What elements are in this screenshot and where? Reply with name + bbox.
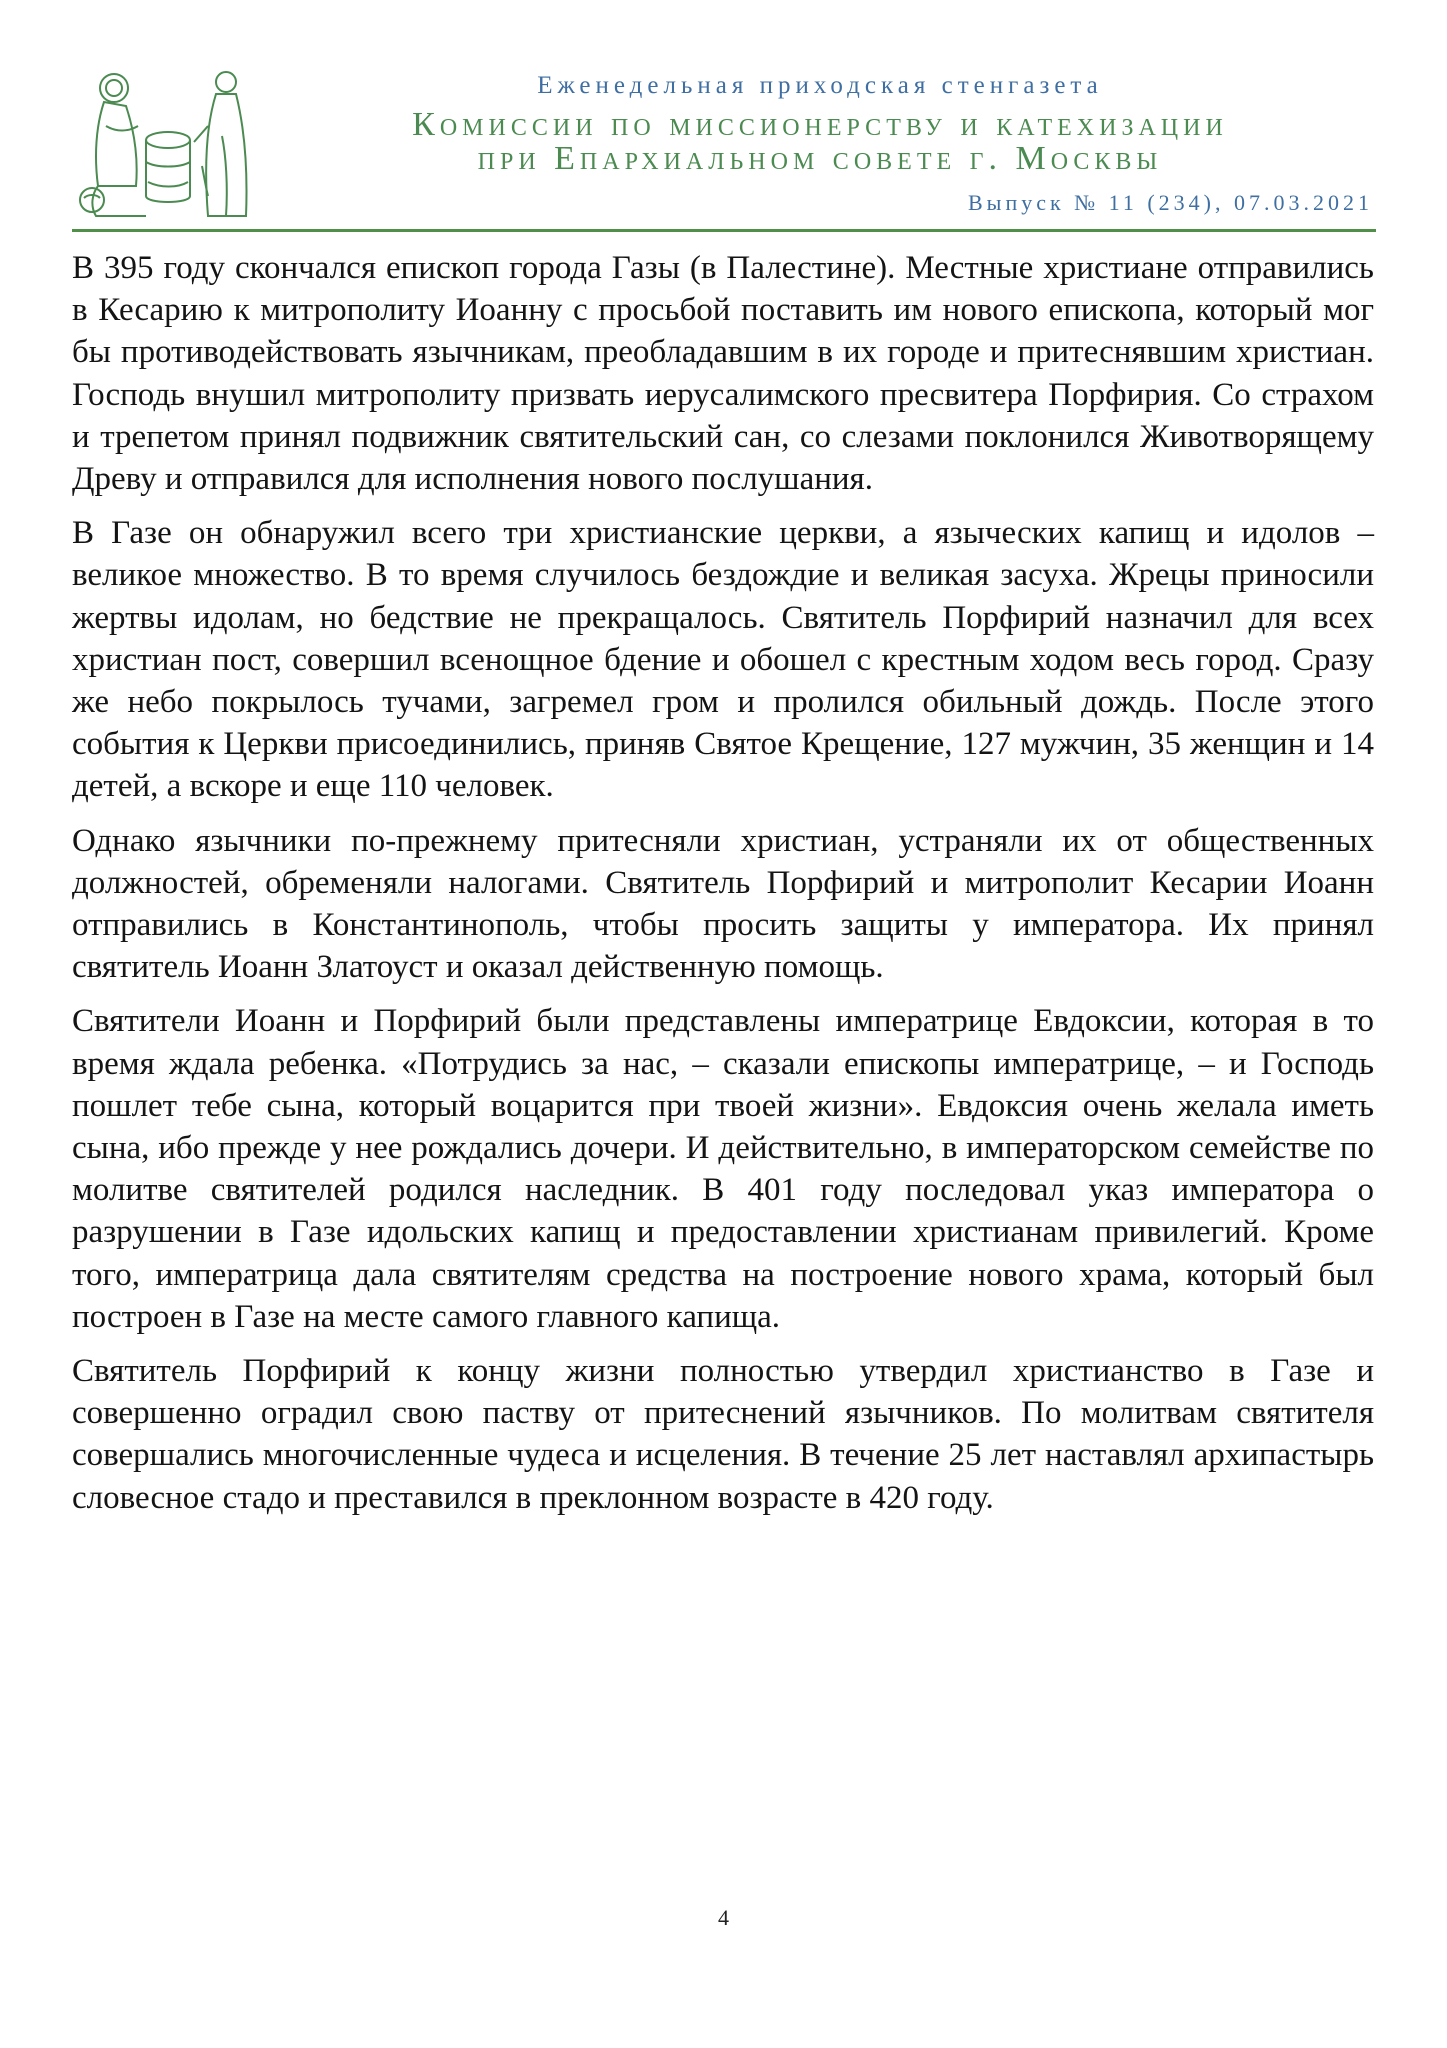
icon-figures-logo — [76, 66, 252, 224]
paragraph: В Газе он обнаружил всего три христианские церкви, а языческих капищ и идолов – великое множество. В то время случилось бездождие и великая засуха. Жрецы приносили жертвы идолам, но бедствие не прекращалось. Святитель Порфирий назначил для всех христиан пост, совершил всенощное бдение и обошел с крестным ходом весь город. Сразу же небо покрылось тучами, загремел гром и пролился обильный дождь. После этого события к Церкви присоединились, приняв Святое Крещение, 127 мужчин, 35 женщин и 14 детей, а вскоре и еще 110 человек. — [72, 515, 1374, 805]
paragraph: Святители Иоанн и Порфирий были представлены императрице Евдоксии, которая в то время ждала ребенка. «Потрудись за нас, – сказали епископы императрице, – и Господь пошлет тебе сына, который воцарится при твоей жизни». Евдоксия очень желала иметь сына, ибо прежде у нее рождались дочери. И действительно, в императорском семействе по молитве святителей родился наследник. В 401 году последовал указ императора о разрушении в Газе идольских капищ и предоставлении христианам привилегий. Кроме того, императрица дала святителям средства на построение нового храма, который был построен в Газе на месте самого главного капища. — [72, 1003, 1374, 1335]
header-subtitle: Еженедельная приходская стенгазета — [537, 72, 1103, 99]
issue-number: Выпуск № 11 (234), 07.03.2021 — [967, 190, 1373, 215]
header-title-line2: при Епархиальном совете г. Москвы — [477, 140, 1163, 177]
paragraph: Святитель Порфирий к концу жизни полностью утвердил христианство в Газе и совершенно оградил свою паству от притеснений язычников. По молитвам святителя совершались многочисленные чудеса и исцеления. В течение 25 лет наставлял архипастырь словесное стадо и преставился в преклонном возрасте в 420 году. — [72, 1353, 1374, 1516]
paragraph: Однако язычники по-прежнему притесняли христиан, устраняли их от общественных должностей, обременяли налогами. Святитель Порфирий и митрополит Кесарии Иоанн отправились в Константинополь, чтобы просить защиты у императора. Их принял святитель Иоанн Златоуст и оказал действенную помощь. — [72, 822, 1374, 986]
header-divider — [72, 229, 1376, 232]
page-number: 4 — [718, 1905, 729, 1930]
paragraph: В 395 году скончался епископ города Газы (в Палестине). Местные христиане отправились в Кесарию к митрополиту Иоанну с просьбой поставить им нового епископа, который мог бы противодействовать язычникам, преобладавшим в их городе и притеснявшим христиан. Господь внушил митрополиту призвать иерусалимского пресвитера Порфирия. Со страхом и трепетом принял подвижник святительский сан, со слезами поклонился Животворящему Древу и отправился для исполнения нового послушания. — [72, 250, 1374, 498]
header-title-line1: Комиссии по миссионерству и катехизации — [412, 106, 1228, 143]
article-body — [72, 247, 1374, 1531]
newspaper-header — [0, 0, 1447, 232]
